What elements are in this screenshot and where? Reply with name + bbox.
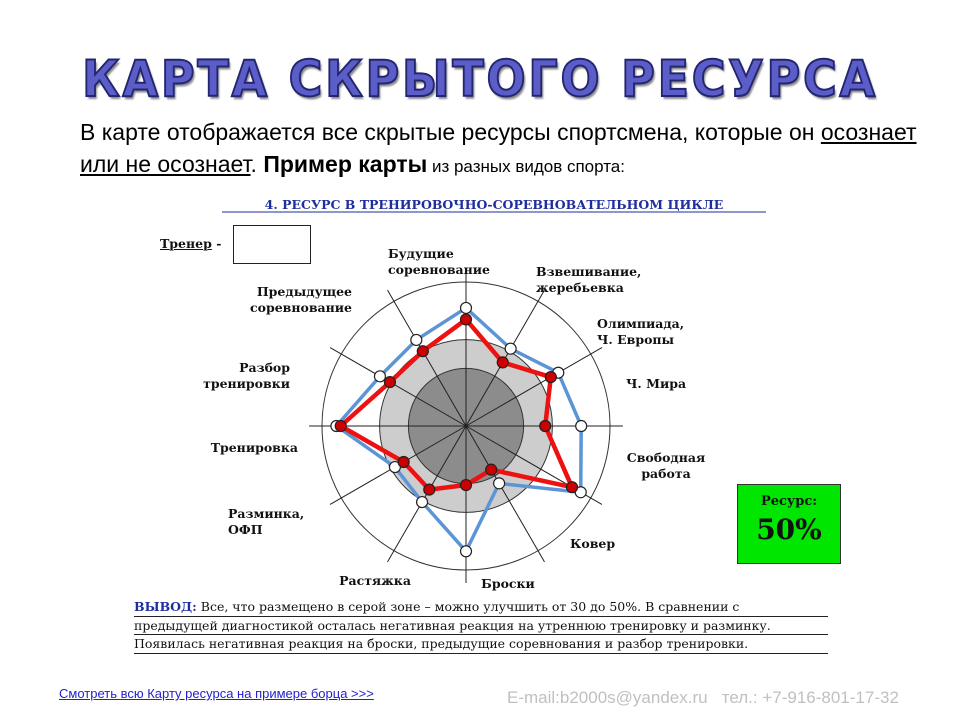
category-label-6: Ковер [570, 536, 616, 551]
series-1-point-6 [494, 478, 505, 489]
series-1-point-11 [374, 371, 385, 382]
series-2-point-6 [486, 464, 497, 475]
trainer-box [233, 225, 311, 264]
series-2-point-12 [417, 346, 428, 357]
series-2-point-3 [545, 372, 556, 383]
series-1-point-4 [576, 421, 587, 432]
category-label-1: Будущие соревнование [388, 246, 490, 277]
series-2-point-10 [335, 421, 346, 432]
series-2-point-8 [424, 484, 435, 495]
full-map-link[interactable]: Смотреть всю Карту ресурса на примере борца >>> [59, 686, 374, 701]
intro-text-part1: В карте отображается все скрытые ресурсы спортсмена, которые он [80, 119, 821, 145]
category-label-8: Растяжка [339, 573, 411, 588]
series-2-point-1 [461, 314, 472, 325]
category-label-12: Предыдущее соревнование [250, 284, 352, 315]
category-label-5: Свободная работа [626, 450, 706, 481]
series-1-point-1 [461, 302, 472, 313]
category-label-9: Разминка, ОФП [228, 506, 305, 537]
series-2-point-7 [461, 480, 472, 491]
trainer-label-suffix: - [211, 236, 222, 251]
conclusion-key: ВЫВОД: [134, 599, 197, 614]
conclusion-text-1: Все, что размещено в серой зоне – можно улучшить от 30 до 50%. В сравнении с [196, 599, 740, 614]
resource-value: 50% [756, 513, 822, 546]
category-label-10: Тренировка [210, 440, 298, 455]
trainer-label-text: Тренер [160, 236, 212, 251]
conclusion-line-1 [134, 598, 828, 617]
category-label-7: Броски [481, 576, 535, 591]
category-label-11: Разбор тренировки [203, 360, 290, 391]
intro-text-part2: . [250, 151, 264, 177]
intro-small: из разных видов спорта: [427, 157, 625, 176]
intro-underlined: осознает или не осознает [80, 119, 917, 177]
category-label-2: Взвешивание, жеребьевка [536, 264, 642, 295]
series-2-point-4 [540, 421, 551, 432]
series-1-point-2 [505, 343, 516, 354]
page-title: КАРТА СКРЫТОГО РЕСУРСА [82, 50, 878, 108]
series-1-point-12 [411, 334, 422, 345]
intro-bold: Пример карты [263, 151, 428, 177]
series-2-point-9 [398, 457, 409, 468]
conclusion-line-3: Появилась негативная реакция на броски, предыдущие соревнования и разбор тренировки. [134, 635, 828, 654]
resource-box [737, 484, 841, 564]
category-label-4: Ч. Мира [626, 376, 687, 391]
trainer-label [160, 236, 221, 251]
conclusion [134, 598, 828, 654]
series-2-point-2 [497, 357, 508, 368]
series-1-point-7 [461, 546, 472, 557]
series-2-point-5 [567, 482, 578, 493]
conclusion-line-2: предыдущей диагностикой осталась негативная реакция на утреннюю тренировку и разминку. [134, 617, 828, 636]
resource-label: Ресурс: [760, 494, 818, 509]
map-heading: 4. РЕСУРС В ТРЕНИРОВОЧНО-СОРЕВНОВАТЕЛЬНОМ ЦИКЛЕ [264, 197, 724, 212]
series-2-point-11 [384, 377, 395, 388]
category-label-3: Олимпиада, Ч. Европы [597, 316, 685, 347]
contacts: E-mail:b2000s@yandex.ru тел.: +7-916-801-17-32 [507, 688, 899, 707]
series-1-point-8 [417, 497, 428, 508]
